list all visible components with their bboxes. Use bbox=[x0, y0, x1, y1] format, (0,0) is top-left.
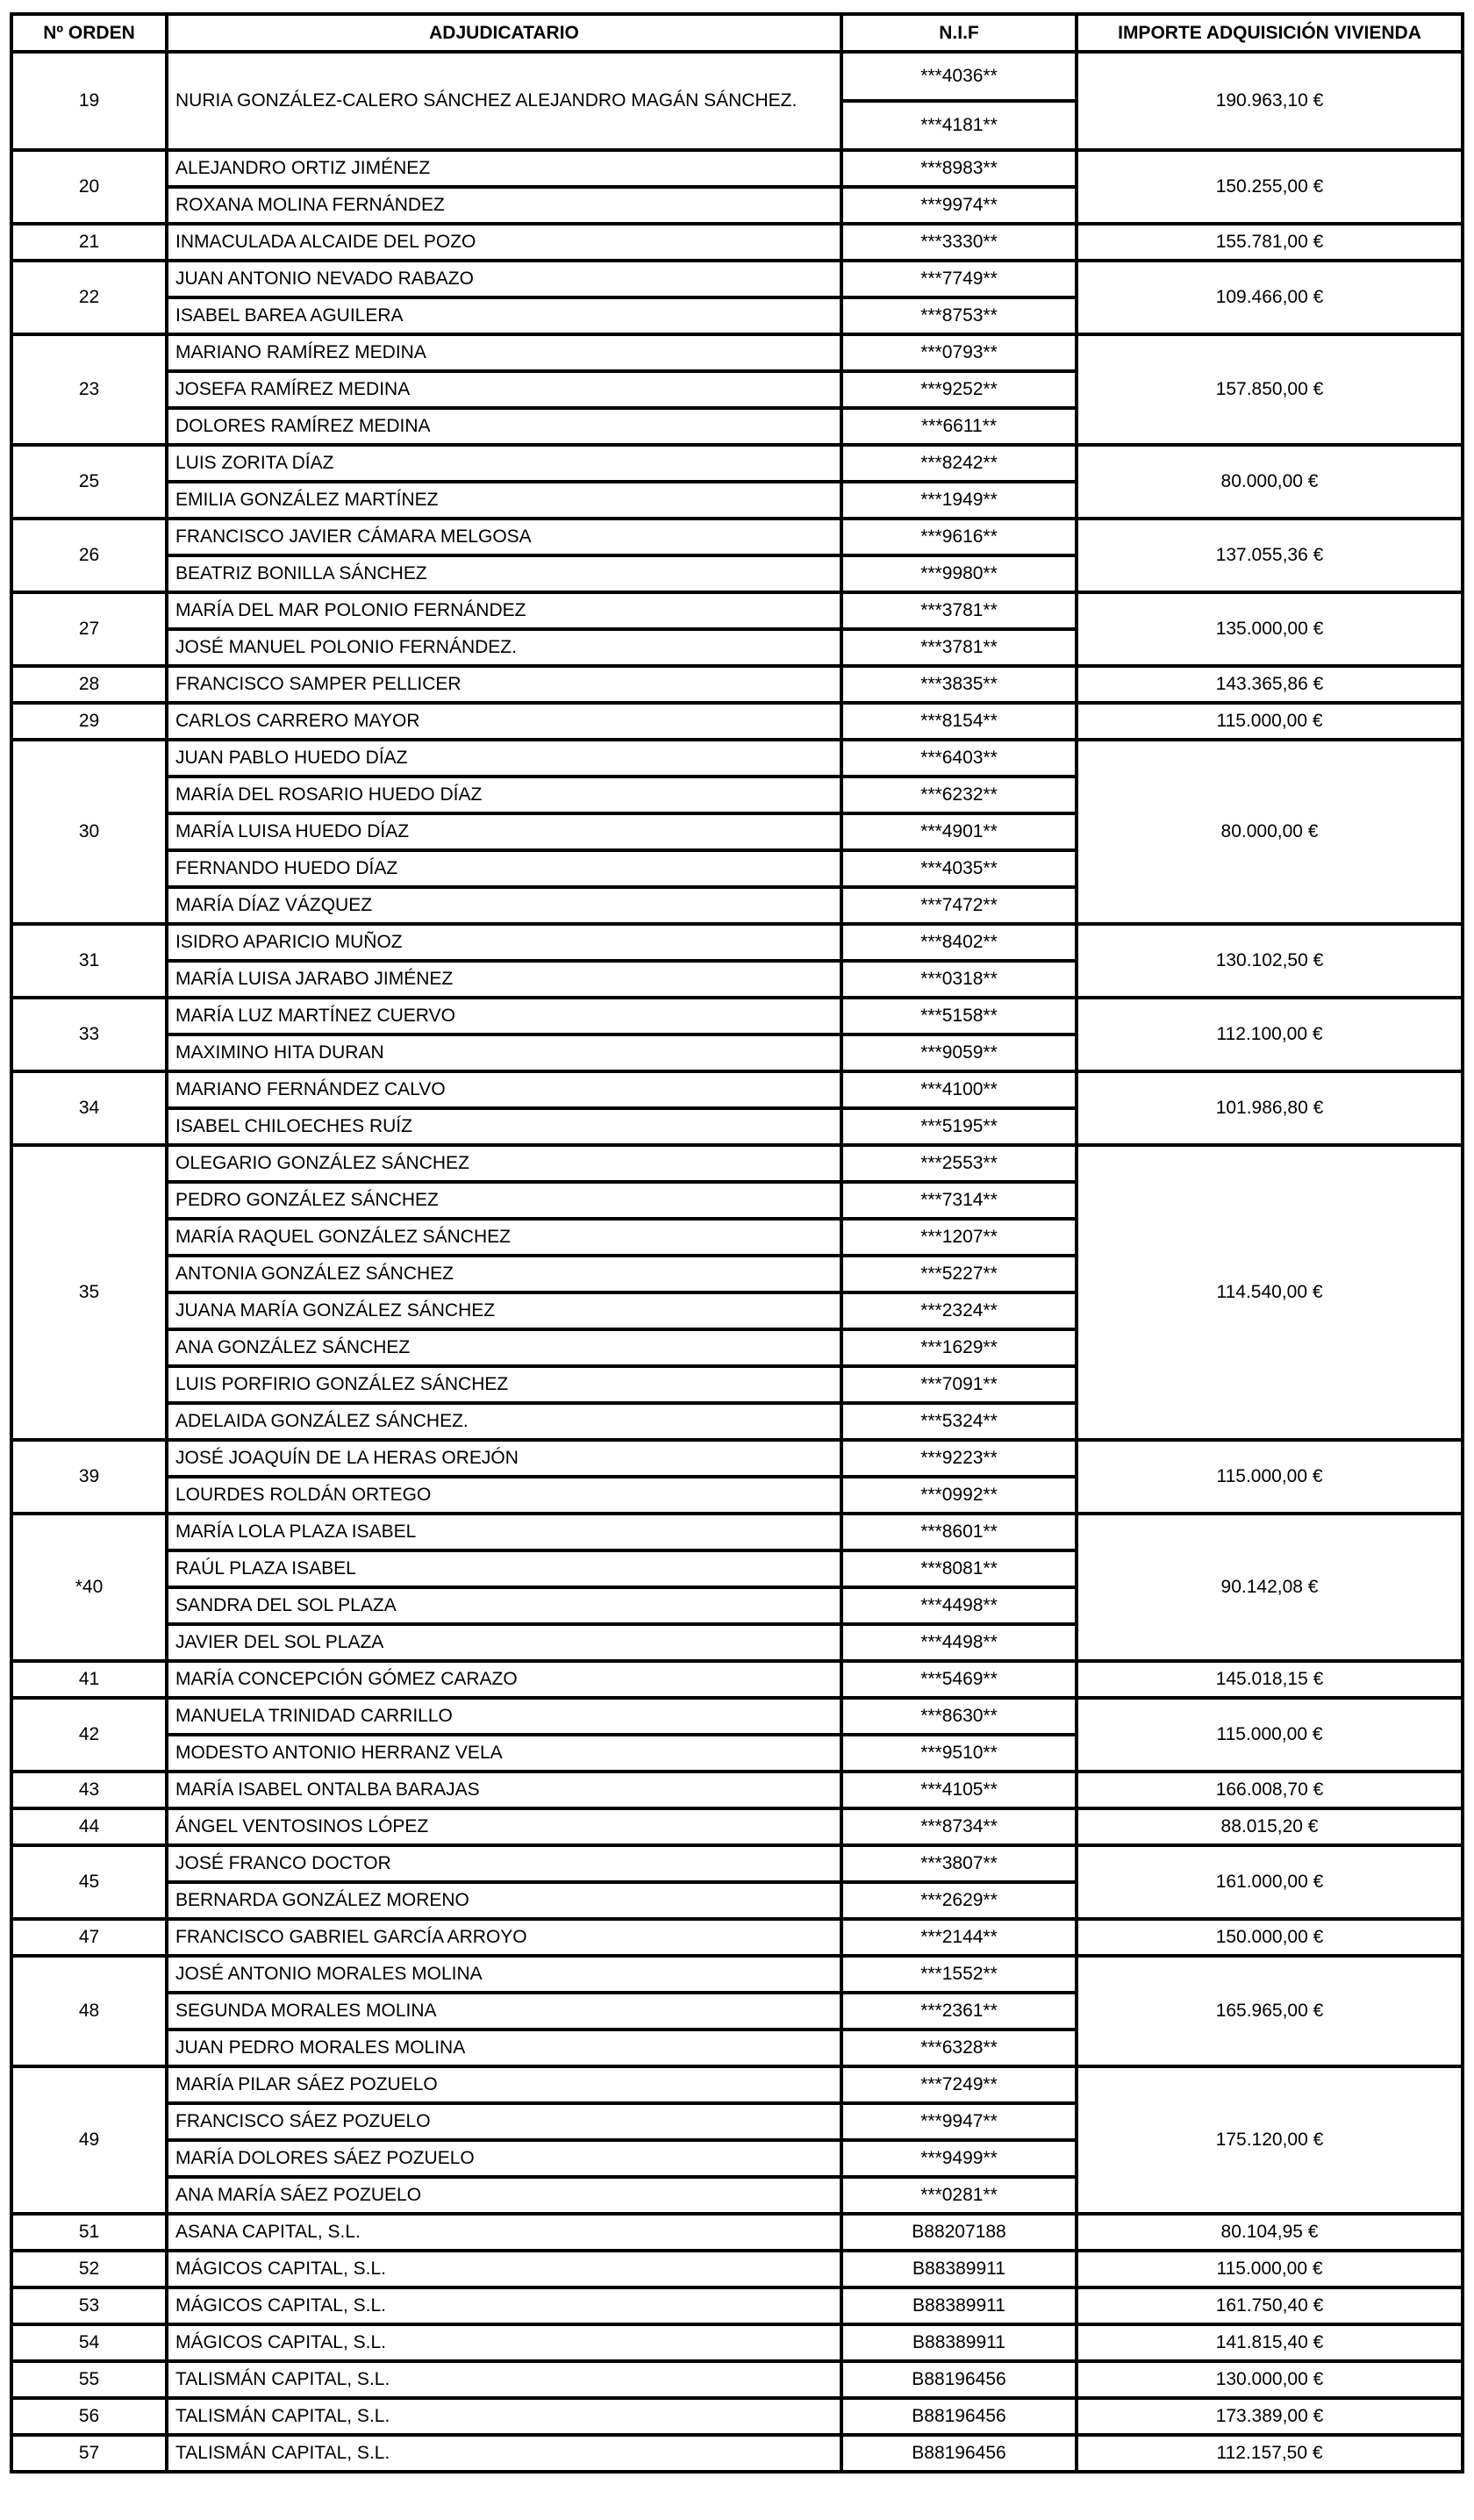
nif-cell: ***8601** bbox=[841, 1514, 1077, 1550]
nif-cell: ***5469** bbox=[841, 1661, 1077, 1698]
orden-cell: 20 bbox=[11, 150, 167, 224]
importe-cell: 161.750,40 € bbox=[1077, 2287, 1463, 2324]
importe-cell: 190.963,10 € bbox=[1077, 52, 1463, 150]
importe-cell: 109.466,00 € bbox=[1077, 261, 1463, 334]
table-row bbox=[11, 666, 1463, 703]
orden-cell: 31 bbox=[11, 924, 167, 998]
table-row bbox=[11, 261, 1463, 297]
adjudicatario-cell: FERNANDO HUEDO DÍAZ bbox=[167, 850, 841, 887]
orden-cell: 23 bbox=[11, 334, 167, 445]
orden-cell: 56 bbox=[11, 2398, 167, 2435]
adjudicatario-cell: FRANCISCO GABRIEL GARCÍA ARROYO bbox=[167, 1919, 841, 1956]
nif-cell: ***0318** bbox=[841, 961, 1077, 998]
nif-cell: ***6611** bbox=[841, 408, 1077, 445]
orden-cell: 19 bbox=[11, 52, 167, 150]
adjudicatario-cell: MÁGICOS CAPITAL, S.L. bbox=[167, 2251, 841, 2287]
adjudicatario-cell: ANA GONZÁLEZ SÁNCHEZ bbox=[167, 1329, 841, 1366]
nif-cell: ***2553** bbox=[841, 1145, 1077, 1182]
table-row bbox=[11, 1772, 1463, 1808]
adjudicatario-cell: TALISMÁN CAPITAL, S.L. bbox=[167, 2435, 841, 2472]
table-row bbox=[11, 519, 1463, 555]
nif-cell: B88196456 bbox=[841, 2361, 1077, 2398]
orden-cell: 45 bbox=[11, 1845, 167, 1919]
nif-cell: ***8242** bbox=[841, 445, 1077, 482]
adjudicatario-cell: JUAN ANTONIO NEVADO RABAZO bbox=[167, 261, 841, 297]
adjudicatario-cell: JOSÉ ANTONIO MORALES MOLINA bbox=[167, 1956, 841, 1993]
adjudicatario-cell: MARÍA LOLA PLAZA ISABEL bbox=[167, 1514, 841, 1550]
nif-cell: ***5158** bbox=[841, 998, 1077, 1034]
nif-cell: ***7314** bbox=[841, 1182, 1077, 1219]
adjudicatario-cell: ROXANA MOLINA FERNÁNDEZ bbox=[167, 187, 841, 224]
table-row bbox=[11, 924, 1463, 961]
adjudicatario-cell: JUAN PEDRO MORALES MOLINA bbox=[167, 2030, 841, 2066]
nif-cell: ***2144** bbox=[841, 1919, 1077, 1956]
importe-cell: 115.000,00 € bbox=[1077, 703, 1463, 740]
table-row bbox=[11, 592, 1463, 629]
adjudicatario-cell: FRANCISCO SAMPER PELLICER bbox=[167, 666, 841, 703]
importe-cell: 130.000,00 € bbox=[1077, 2361, 1463, 2398]
nif-cell: ***2629** bbox=[841, 1882, 1077, 1919]
nif-cell: ***5324** bbox=[841, 1403, 1077, 1440]
adjudicatario-cell: ISABEL CHILOECHES RUÍZ bbox=[167, 1108, 841, 1145]
orden-cell: 48 bbox=[11, 1956, 167, 2066]
adjudicatario-cell: ISABEL BAREA AGUILERA bbox=[167, 297, 841, 334]
adjudicatario-cell: RAÚL PLAZA ISABEL bbox=[167, 1550, 841, 1587]
adjudicatario-cell: BEATRIZ BONILLA SÁNCHEZ bbox=[167, 555, 841, 592]
adjudicatario-cell: MARÍA DEL ROSARIO HUEDO DÍAZ bbox=[167, 777, 841, 813]
importe-cell: 115.000,00 € bbox=[1077, 2251, 1463, 2287]
adjudicatario-cell: JUANA MARÍA GONZÁLEZ SÁNCHEZ bbox=[167, 1292, 841, 1329]
adjudicatario-cell: PEDRO GONZÁLEZ SÁNCHEZ bbox=[167, 1182, 841, 1219]
importe-cell: 166.008,70 € bbox=[1077, 1772, 1463, 1808]
importe-cell: 130.102,50 € bbox=[1077, 924, 1463, 998]
adjudicatario-cell: JOSÉ JOAQUÍN DE LA HERAS OREJÓN bbox=[167, 1440, 841, 1477]
adjudicatario-cell: LUIS ZORITA DÍAZ bbox=[167, 445, 841, 482]
adjudicatario-cell: ADELAIDA GONZÁLEZ SÁNCHEZ. bbox=[167, 1403, 841, 1440]
nif-cell: ***0992** bbox=[841, 1477, 1077, 1514]
nif-cell: ***8753** bbox=[841, 297, 1077, 334]
orden-cell: 34 bbox=[11, 1071, 167, 1145]
importe-cell: 161.000,00 € bbox=[1077, 1845, 1463, 1919]
nif-cell: ***6328** bbox=[841, 2030, 1077, 2066]
table-row bbox=[11, 52, 1463, 101]
orden-cell: 35 bbox=[11, 1145, 167, 1440]
table-row bbox=[11, 740, 1463, 777]
table-row bbox=[11, 1145, 1463, 1182]
orden-cell: 52 bbox=[11, 2251, 167, 2287]
orden-cell: 28 bbox=[11, 666, 167, 703]
adjudicatario-cell: MARIANO RAMÍREZ MEDINA bbox=[167, 334, 841, 371]
orden-cell: 41 bbox=[11, 1661, 167, 1698]
table-row bbox=[11, 445, 1463, 482]
adjudicatario-cell: DOLORES RAMÍREZ MEDINA bbox=[167, 408, 841, 445]
importe-cell: 145.018,15 € bbox=[1077, 1661, 1463, 1698]
nif-cell: ***4498** bbox=[841, 1624, 1077, 1661]
importe-cell: 173.389,00 € bbox=[1077, 2398, 1463, 2435]
adjudicatario-cell: MARÍA LUISA HUEDO DÍAZ bbox=[167, 813, 841, 850]
nif-cell: ***3781** bbox=[841, 629, 1077, 666]
adjudicatario-cell: ASANA CAPITAL, S.L. bbox=[167, 2214, 841, 2251]
nif-cell: ***2324** bbox=[841, 1292, 1077, 1329]
nif-cell: ***7091** bbox=[841, 1366, 1077, 1403]
nif-cell: ***1552** bbox=[841, 1956, 1077, 1993]
nif-cell: ***4181** bbox=[841, 101, 1077, 150]
table-row bbox=[11, 1440, 1463, 1477]
adjudicatario-cell: ÁNGEL VENTOSINOS LÓPEZ bbox=[167, 1808, 841, 1845]
orden-cell: 54 bbox=[11, 2324, 167, 2361]
nif-cell: ***4036** bbox=[841, 52, 1077, 101]
adjudicatario-cell: NURIA GONZÁLEZ-CALERO SÁNCHEZ ALEJANDRO MAGÁN SÁNCHEZ. bbox=[167, 52, 841, 150]
table-row bbox=[11, 2361, 1463, 2398]
adjudicatario-cell: ALEJANDRO ORTIZ JIMÉNEZ bbox=[167, 150, 841, 187]
nif-cell: B88389911 bbox=[841, 2287, 1077, 2324]
adjudicatario-cell: MAXIMINO HITA DURAN bbox=[167, 1034, 841, 1071]
orden-cell: 26 bbox=[11, 519, 167, 592]
importe-cell: 115.000,00 € bbox=[1077, 1698, 1463, 1772]
adjudicatarios-table bbox=[10, 12, 1464, 2473]
nif-cell: ***1207** bbox=[841, 1219, 1077, 1256]
orden-cell: 33 bbox=[11, 998, 167, 1071]
nif-cell: ***9510** bbox=[841, 1735, 1077, 1772]
adjudicatario-cell: MARÍA LUZ MARTÍNEZ CUERVO bbox=[167, 998, 841, 1034]
table-header bbox=[11, 14, 1463, 52]
table-row bbox=[11, 2287, 1463, 2324]
importe-cell: 157.850,00 € bbox=[1077, 334, 1463, 445]
table-row bbox=[11, 1919, 1463, 1956]
adjudicatario-cell: MODESTO ANTONIO HERRANZ VELA bbox=[167, 1735, 841, 1772]
orden-cell: 51 bbox=[11, 2214, 167, 2251]
adjudicatario-cell: LUIS PORFIRIO GONZÁLEZ SÁNCHEZ bbox=[167, 1366, 841, 1403]
orden-cell: 29 bbox=[11, 703, 167, 740]
importe-cell: 115.000,00 € bbox=[1077, 1440, 1463, 1514]
table-row bbox=[11, 998, 1463, 1034]
nif-cell: ***0281** bbox=[841, 2177, 1077, 2214]
adjudicatario-cell: FRANCISCO SÁEZ POZUELO bbox=[167, 2103, 841, 2140]
nif-cell: ***9616** bbox=[841, 519, 1077, 555]
orden-cell: 27 bbox=[11, 592, 167, 666]
nif-cell: ***2361** bbox=[841, 1993, 1077, 2030]
table-row bbox=[11, 2214, 1463, 2251]
adjudicatario-cell: LOURDES ROLDÁN ORTEGO bbox=[167, 1477, 841, 1514]
table-row bbox=[11, 703, 1463, 740]
nif-cell: ***3807** bbox=[841, 1845, 1077, 1882]
orden-cell: 44 bbox=[11, 1808, 167, 1845]
importe-cell: 155.781,00 € bbox=[1077, 224, 1463, 261]
importe-cell: 80.000,00 € bbox=[1077, 445, 1463, 519]
table-row bbox=[11, 1845, 1463, 1882]
nif-cell: ***0793** bbox=[841, 334, 1077, 371]
nif-cell: ***1629** bbox=[841, 1329, 1077, 1366]
nif-cell: ***8630** bbox=[841, 1698, 1077, 1735]
adjudicatario-cell: ANA MARÍA SÁEZ POZUELO bbox=[167, 2177, 841, 2214]
nif-cell: ***5195** bbox=[841, 1108, 1077, 1145]
orden-cell: 30 bbox=[11, 740, 167, 924]
nif-cell: B88196456 bbox=[841, 2398, 1077, 2435]
nif-cell: ***4035** bbox=[841, 850, 1077, 887]
header-cell-importe: IMPORTE ADQUISICIÓN VIVIENDA bbox=[1077, 14, 1463, 52]
adjudicatario-cell: SANDRA DEL SOL PLAZA bbox=[167, 1587, 841, 1624]
table-row bbox=[11, 1956, 1463, 1993]
importe-cell: 112.157,50 € bbox=[1077, 2435, 1463, 2472]
nif-cell: ***9059** bbox=[841, 1034, 1077, 1071]
adjudicatario-cell: ANTONIA GONZÁLEZ SÁNCHEZ bbox=[167, 1256, 841, 1292]
adjudicatario-cell: EMILIA GONZÁLEZ MARTÍNEZ bbox=[167, 482, 841, 519]
orden-cell: 22 bbox=[11, 261, 167, 334]
orden-cell: *40 bbox=[11, 1514, 167, 1661]
importe-cell: 80.000,00 € bbox=[1077, 740, 1463, 924]
table-row bbox=[11, 2435, 1463, 2472]
importe-cell: 150.255,00 € bbox=[1077, 150, 1463, 224]
importe-cell: 141.815,40 € bbox=[1077, 2324, 1463, 2361]
adjudicatario-cell: MARÍA ISABEL ONTALBA BARAJAS bbox=[167, 1772, 841, 1808]
nif-cell: B88389911 bbox=[841, 2324, 1077, 2361]
nif-cell: ***9947** bbox=[841, 2103, 1077, 2140]
nif-cell: ***5227** bbox=[841, 1256, 1077, 1292]
adjudicatario-cell: JOSÉ FRANCO DOCTOR bbox=[167, 1845, 841, 1882]
nif-cell: ***4100** bbox=[841, 1071, 1077, 1108]
adjudicatario-cell: MARIANO FERNÁNDEZ CALVO bbox=[167, 1071, 841, 1108]
nif-cell: ***7472** bbox=[841, 887, 1077, 924]
adjudicatario-cell: JUAN PABLO HUEDO DÍAZ bbox=[167, 740, 841, 777]
orden-cell: 25 bbox=[11, 445, 167, 519]
adjudicatario-cell: TALISMÁN CAPITAL, S.L. bbox=[167, 2361, 841, 2398]
orden-cell: 42 bbox=[11, 1698, 167, 1772]
adjudicatario-cell: OLEGARIO GONZÁLEZ SÁNCHEZ bbox=[167, 1145, 841, 1182]
adjudicatario-cell: MARÍA DEL MAR POLONIO FERNÁNDEZ bbox=[167, 592, 841, 629]
importe-cell: 137.055,36 € bbox=[1077, 519, 1463, 592]
adjudicatario-cell: MARÍA PILAR SÁEZ POZUELO bbox=[167, 2066, 841, 2103]
nif-cell: B88389911 bbox=[841, 2251, 1077, 2287]
table-row bbox=[11, 224, 1463, 261]
nif-cell: ***6232** bbox=[841, 777, 1077, 813]
table-row bbox=[11, 2398, 1463, 2435]
nif-cell: ***8734** bbox=[841, 1808, 1077, 1845]
table-row bbox=[11, 1698, 1463, 1735]
header-cell-nif: N.I.F bbox=[841, 14, 1077, 52]
nif-cell: ***6403** bbox=[841, 740, 1077, 777]
nif-cell: ***4105** bbox=[841, 1772, 1077, 1808]
importe-cell: 175.120,00 € bbox=[1077, 2066, 1463, 2214]
nif-cell: ***8402** bbox=[841, 924, 1077, 961]
table-row bbox=[11, 2066, 1463, 2103]
importe-cell: 150.000,00 € bbox=[1077, 1919, 1463, 1956]
adjudicatario-cell: SEGUNDA MORALES MOLINA bbox=[167, 1993, 841, 2030]
orden-cell: 39 bbox=[11, 1440, 167, 1514]
table-row bbox=[11, 1514, 1463, 1550]
orden-cell: 57 bbox=[11, 2435, 167, 2472]
importe-cell: 88.015,20 € bbox=[1077, 1808, 1463, 1845]
adjudicatario-cell: CARLOS CARRERO MAYOR bbox=[167, 703, 841, 740]
table-row bbox=[11, 1808, 1463, 1845]
nif-cell: ***7749** bbox=[841, 261, 1077, 297]
adjudicatario-cell: ISIDRO APARICIO MUÑOZ bbox=[167, 924, 841, 961]
adjudicatario-cell: BERNARDA GONZÁLEZ MORENO bbox=[167, 1882, 841, 1919]
nif-cell: ***3835** bbox=[841, 666, 1077, 703]
nif-cell: B88207188 bbox=[841, 2214, 1077, 2251]
adjudicatario-cell: MARÍA DOLORES SÁEZ POZUELO bbox=[167, 2140, 841, 2177]
orden-cell: 21 bbox=[11, 224, 167, 261]
nif-cell: ***4498** bbox=[841, 1587, 1077, 1624]
adjudicatario-cell: FRANCISCO JAVIER CÁMARA MELGOSA bbox=[167, 519, 841, 555]
table-row bbox=[11, 2324, 1463, 2361]
header-row bbox=[11, 14, 1463, 52]
nif-cell: B88196456 bbox=[841, 2435, 1077, 2472]
orden-cell: 55 bbox=[11, 2361, 167, 2398]
table-row bbox=[11, 150, 1463, 187]
importe-cell: 135.000,00 € bbox=[1077, 592, 1463, 666]
importe-cell: 80.104,95 € bbox=[1077, 2214, 1463, 2251]
nif-cell: ***9252** bbox=[841, 371, 1077, 408]
adjudicatario-cell: JOSÉ MANUEL POLONIO FERNÁNDEZ. bbox=[167, 629, 841, 666]
nif-cell: ***9223** bbox=[841, 1440, 1077, 1477]
nif-cell: ***3330** bbox=[841, 224, 1077, 261]
nif-cell: ***4901** bbox=[841, 813, 1077, 850]
orden-cell: 43 bbox=[11, 1772, 167, 1808]
adjudicatario-cell: MARÍA LUISA JARABO JIMÉNEZ bbox=[167, 961, 841, 998]
adjudicatario-cell: MÁGICOS CAPITAL, S.L. bbox=[167, 2287, 841, 2324]
nif-cell: ***8081** bbox=[841, 1550, 1077, 1587]
nif-cell: ***7249** bbox=[841, 2066, 1077, 2103]
nif-cell: ***3781** bbox=[841, 592, 1077, 629]
nif-cell: ***9499** bbox=[841, 2140, 1077, 2177]
nif-cell: ***9974** bbox=[841, 187, 1077, 224]
adjudicatario-cell: MARÍA RAQUEL GONZÁLEZ SÁNCHEZ bbox=[167, 1219, 841, 1256]
header-cell-name: ADJUDICATARIO bbox=[167, 14, 841, 52]
adjudicatario-cell: JOSEFA RAMÍREZ MEDINA bbox=[167, 371, 841, 408]
adjudicatario-cell: TALISMÁN CAPITAL, S.L. bbox=[167, 2398, 841, 2435]
table-row bbox=[11, 1071, 1463, 1108]
table-row bbox=[11, 334, 1463, 371]
nif-cell: ***9980** bbox=[841, 555, 1077, 592]
orden-cell: 53 bbox=[11, 2287, 167, 2324]
adjudicatario-cell: MANUELA TRINIDAD CARRILLO bbox=[167, 1698, 841, 1735]
nif-cell: ***8154** bbox=[841, 703, 1077, 740]
orden-cell: 49 bbox=[11, 2066, 167, 2214]
importe-cell: 101.986,80 € bbox=[1077, 1071, 1463, 1145]
importe-cell: 90.142,08 € bbox=[1077, 1514, 1463, 1661]
table-body bbox=[11, 52, 1463, 2472]
adjudicatario-cell: MARÍA DÍAZ VÁZQUEZ bbox=[167, 887, 841, 924]
table-row bbox=[11, 2251, 1463, 2287]
importe-cell: 143.365,86 € bbox=[1077, 666, 1463, 703]
header-cell-orden: Nº ORDEN bbox=[11, 14, 167, 52]
nif-cell: ***1949** bbox=[841, 482, 1077, 519]
adjudicatario-cell: MÁGICOS CAPITAL, S.L. bbox=[167, 2324, 841, 2361]
orden-cell: 47 bbox=[11, 1919, 167, 1956]
adjudicatario-cell: INMACULADA ALCAIDE DEL POZO bbox=[167, 224, 841, 261]
importe-cell: 114.540,00 € bbox=[1077, 1145, 1463, 1440]
adjudicatario-cell: JAVIER DEL SOL PLAZA bbox=[167, 1624, 841, 1661]
adjudicatario-cell: MARÍA CONCEPCIÓN GÓMEZ CARAZO bbox=[167, 1661, 841, 1698]
table-row bbox=[11, 1661, 1463, 1698]
importe-cell: 165.965,00 € bbox=[1077, 1956, 1463, 2066]
nif-cell: ***8983** bbox=[841, 150, 1077, 187]
importe-cell: 112.100,00 € bbox=[1077, 998, 1463, 1071]
